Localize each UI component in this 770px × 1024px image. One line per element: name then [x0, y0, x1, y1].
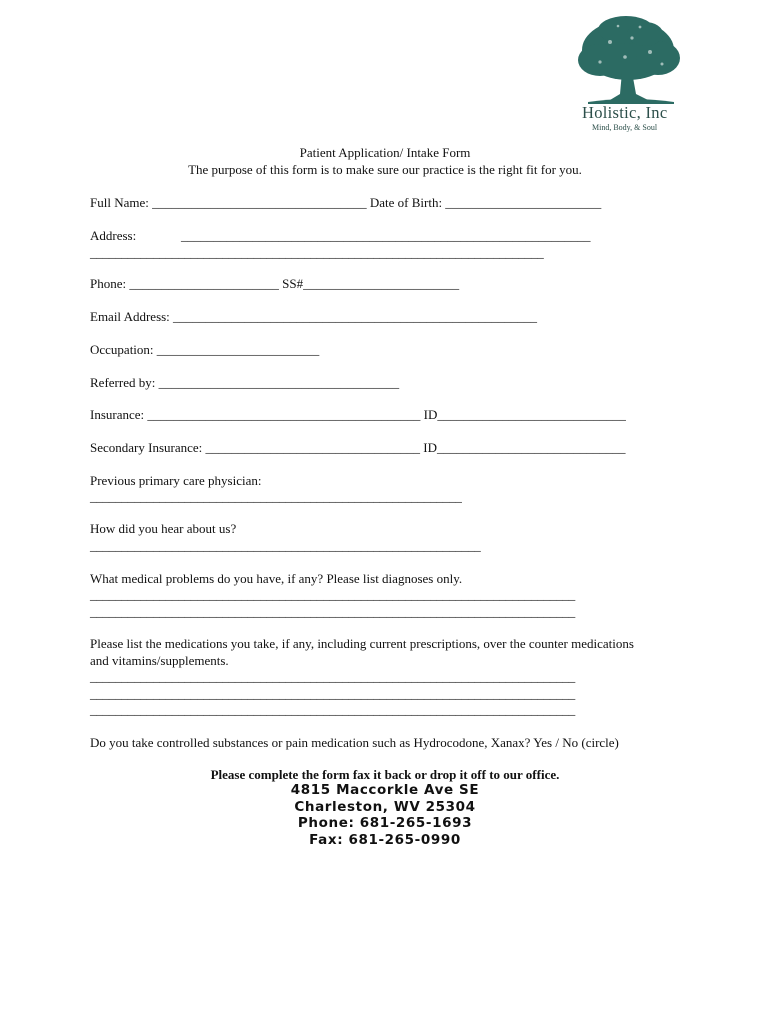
address-label: Address:	[90, 228, 137, 243]
logo-name: Holistic, Inc	[582, 103, 668, 122]
company-logo	[570, 12, 690, 137]
full-name-dob-field[interactable]: Full Name: _________________________________ Date of Birth: ________________________	[90, 195, 602, 210]
medical-problems-field-2[interactable]: _____________________________________________________________________________	[90, 604, 576, 619]
medications-question-line-2: and vitamins/supplements.	[90, 653, 229, 668]
tree-icon	[570, 12, 690, 107]
medications-field-1[interactable]: _____________________________________________________________________________	[90, 669, 576, 684]
insurance-field[interactable]: Insurance: __________________________________________ ID_____________________________	[90, 407, 626, 422]
physician-field[interactable]: ___________________________________________________________	[90, 489, 462, 504]
medical-problems-question: What medical problems do you have, if any? Please list diagnoses only.	[90, 571, 463, 586]
address-city: Charleston, WV 25304	[294, 799, 476, 815]
address-street: 4815 Maccorkle Ave SE	[290, 782, 480, 798]
address-field[interactable]: _______________________________________________________________	[181, 228, 591, 243]
medications-field-2[interactable]: _____________________________________________________________________________	[90, 686, 576, 701]
controlled-substances-question[interactable]: Do you take controlled substances or pain medication such as Hydrocodone, Xanax? Yes / No (circle)	[90, 735, 619, 750]
hear-about-question: How did you hear about us?	[90, 521, 237, 536]
physician-question: Previous primary care physician:	[90, 473, 262, 488]
email-field[interactable]: Email Address: ________________________________________________________	[90, 309, 538, 324]
occupation-field[interactable]: Occupation: _________________________	[90, 342, 320, 357]
address-field-continued[interactable]: ________________________________________________________________________	[90, 245, 544, 260]
form-title: Patient Application/ Intake Form	[299, 145, 471, 160]
referred-by-field[interactable]: Referred by: _____________________________________	[90, 375, 400, 390]
form-subtitle: The purpose of this form is to make sure our practice is the right fit for you.	[188, 162, 582, 177]
medications-field-3[interactable]: _____________________________________________________________________________	[90, 702, 576, 717]
medications-question-line-1: Please list the medications you take, if any, including current prescriptions, over the counter medications	[90, 636, 634, 651]
secondary-insurance-field[interactable]: Secondary Insurance: _________________________________ ID_____________________________	[90, 440, 626, 455]
medical-problems-field-1[interactable]: _____________________________________________________________________________	[90, 587, 576, 602]
submission-instruction: Please complete the form fax it back or drop it off to our office.	[210, 767, 560, 782]
hear-about-field[interactable]: ______________________________________________________________	[90, 538, 481, 553]
office-phone: Phone: 681-265-1693	[297, 815, 473, 831]
phone-ss-field[interactable]: Phone: _______________________ SS#________________________	[90, 276, 460, 291]
office-fax: Fax: 681-265-0990	[309, 832, 461, 848]
logo-tagline: Mind, Body, & Soul	[592, 123, 658, 132]
